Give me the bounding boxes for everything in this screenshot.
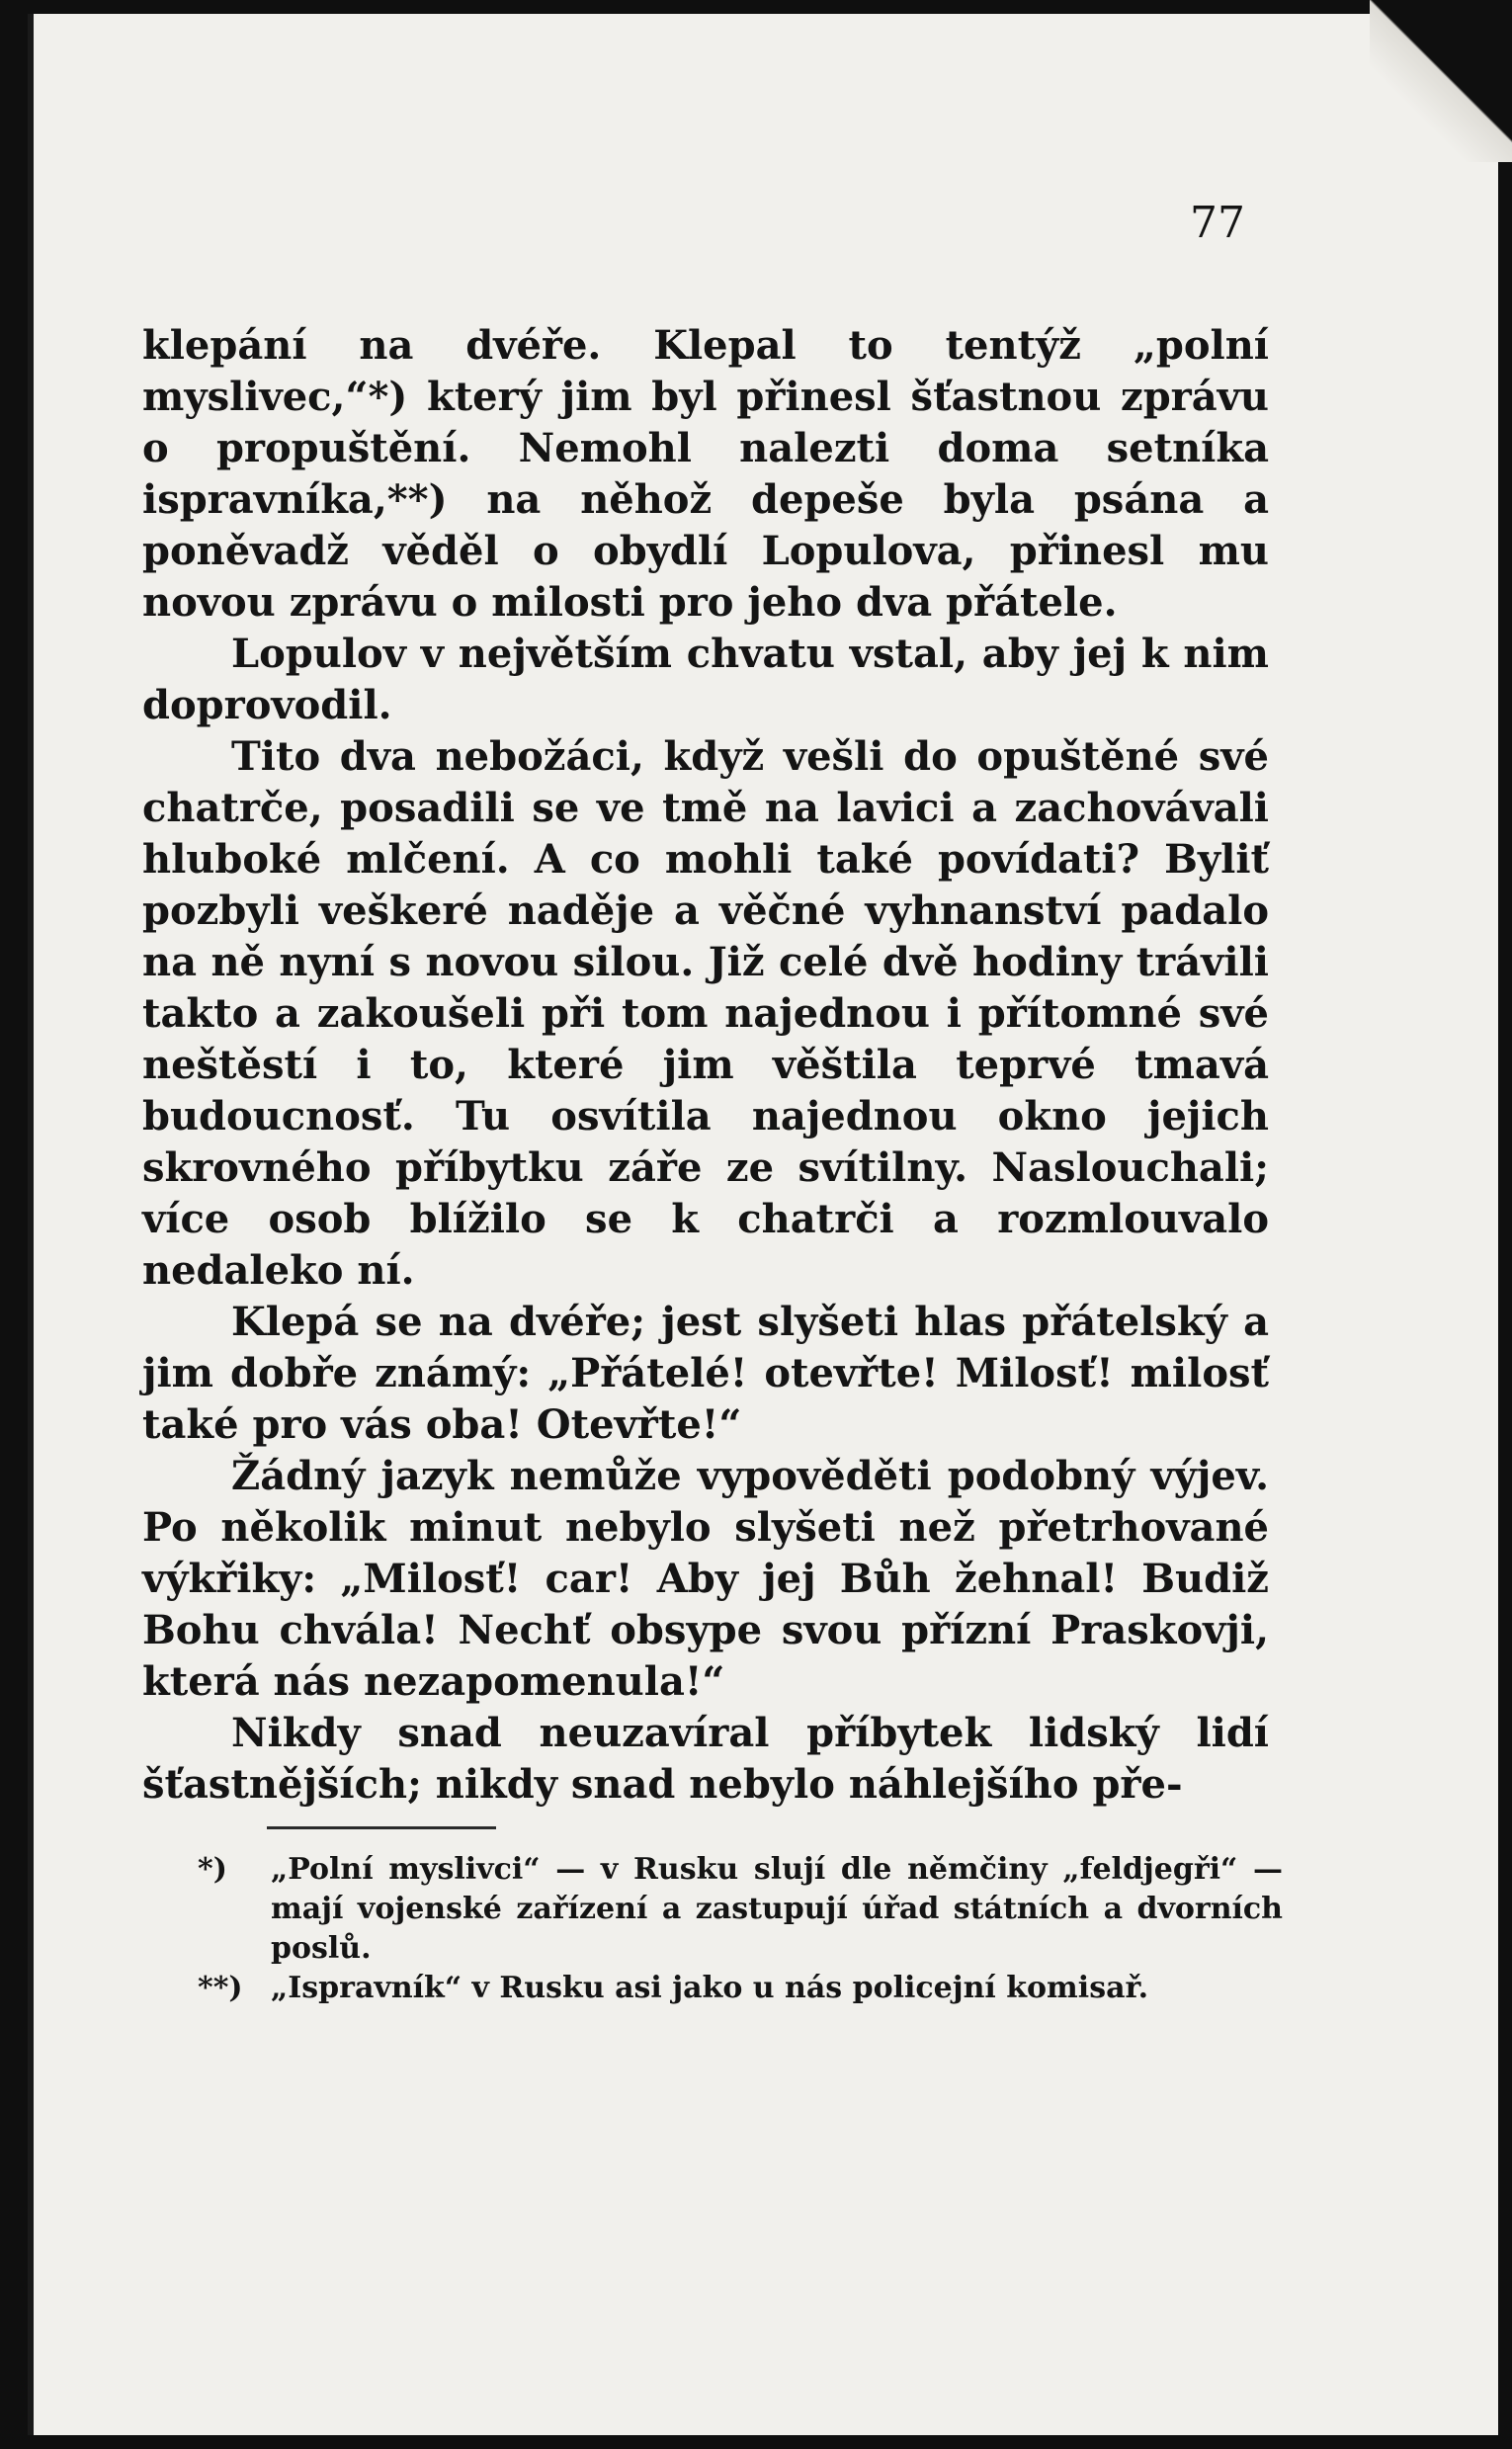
paragraph-5: Žádný jazyk nemůže vypověděti podobný výjev. Po několik minut nebylo slyšeti než přetrhované výkřiky: „Milosť! car! Aby jej Bůh žehnal! Budiž Bohu chvála! Nechť obsype svou přízní Praskovji, která nás nezapomenula!“ — [142, 1453, 1269, 1705]
folded-corner — [1370, 0, 1512, 162]
footnotes — [198, 1850, 1283, 2008]
footnote-separator — [267, 1826, 496, 1829]
paragraph-2: Lopulov v největším chvatu vstal, aby jej k nim doprovodil. — [142, 631, 1269, 728]
book-page — [28, 14, 1498, 2435]
footnote-text: „Polní myslivci“ — v Rusku slují dle němčiny „feldjegři“ — mají vojenské zařízení a zastupují úřad státních a dvorních poslů. — [271, 1852, 1283, 1966]
footnote-1 — [198, 1850, 1283, 1969]
page-number: 77 — [1190, 198, 1245, 248]
main-text — [142, 320, 1269, 1811]
footnote-mark: *) — [198, 1852, 227, 1887]
paragraph-4: Klepá se na dvéře; jest slyšeti hlas přátelský a jim dobře známý: „Přátelé! otevřte! Milosť! milosť také pro vás oba! Otevřte!“ — [142, 1299, 1269, 1448]
paragraph-1: klepání na dvéře. Klepal to tentýž „polní myslivec,“*) který jim byl přinesl šťastnou zprávu o propuštění. Nemohl nalezti doma setníka ispravníka,**) na něhož depeše byla psána a poněvadž věděl o obydlí Lopulova, přinesl mu novou zprávu o milosti pro jeho dva přátele. — [142, 322, 1269, 626]
footnote-2 — [198, 1969, 1283, 2008]
footnote-mark: **) — [198, 1971, 243, 2005]
paragraph-3: Tito dva nebožáci, když vešli do opuštěné své chatrče, posadili se ve tmě na lavici a zachovávali hluboké mlčení. A co mohli také povídati? Byliť pozbyli veškeré naděje a věčné vyhnanství padalo na ně nyní s novou silou. Již celé dvě hodiny trávili takto a zakoušeli při tom najednou i přítomné své neštěstí i to, které jim věštila teprvé tmavá budoucnosť. Tu osvítila najednou okno jejich skrovného příbytku záře ze svítilny. Naslouchali; více osob blížilo se k chatrči a rozmlouvalo nedaleko ní. — [142, 733, 1269, 1294]
paragraph-6: Nikdy snad neuzavíral příbytek lidský lidí šťastnějších; nikdy snad nebylo náhlejšího pře- — [142, 1710, 1269, 1808]
footnote-text: „Ispravník“ v Rusku asi jako u nás policejní komisař. — [271, 1971, 1149, 2005]
